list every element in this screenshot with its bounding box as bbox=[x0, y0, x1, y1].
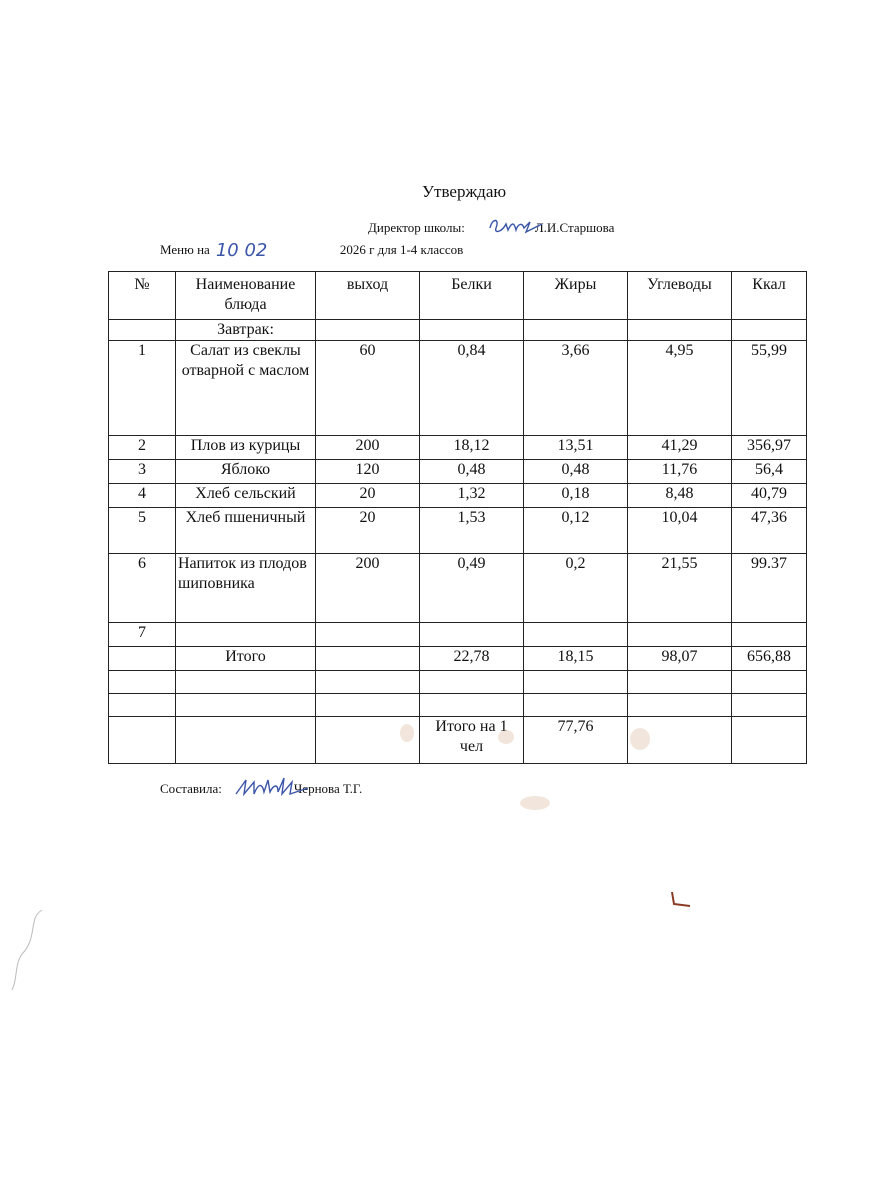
cell-carbs: 8,48 bbox=[628, 484, 732, 508]
cell-protein bbox=[420, 623, 524, 647]
cell-kcal: 40,79 bbox=[732, 484, 807, 508]
col-yield: выход bbox=[316, 272, 420, 320]
section-row bbox=[109, 320, 807, 341]
cell-protein: 1,53 bbox=[420, 508, 524, 554]
total-carbs: 98,07 bbox=[628, 647, 732, 671]
table-row bbox=[109, 623, 807, 647]
cell-protein: 0,48 bbox=[420, 460, 524, 484]
cell-carbs: 10,04 bbox=[628, 508, 732, 554]
menu-label: Меню на bbox=[160, 242, 210, 257]
paper-edge-scratch bbox=[8, 908, 48, 992]
cell-dish-name bbox=[176, 623, 316, 647]
cell-fat: 0,48 bbox=[524, 460, 628, 484]
total-kcal: 656,88 bbox=[732, 647, 807, 671]
table-row bbox=[109, 341, 807, 436]
paper-stain bbox=[520, 796, 550, 810]
col-kcal: Ккал bbox=[732, 272, 807, 320]
director-name: Л.И.Старшова bbox=[534, 220, 615, 235]
cell-carbs: 41,29 bbox=[628, 436, 732, 460]
cell-number: 3 bbox=[109, 460, 176, 484]
table-row bbox=[109, 436, 807, 460]
cell-fat: 3,66 bbox=[524, 341, 628, 436]
table-row bbox=[109, 484, 807, 508]
cell-number: 7 bbox=[109, 623, 176, 647]
empty-row bbox=[109, 671, 807, 694]
composer-signature bbox=[232, 774, 312, 802]
per-person-row bbox=[109, 717, 807, 764]
col-protein: Белки bbox=[420, 272, 524, 320]
cell-kcal: 55,99 bbox=[732, 341, 807, 436]
section-label: Завтрак: bbox=[176, 320, 316, 341]
cell-yield: 200 bbox=[316, 554, 420, 623]
cell-carbs: 21,55 bbox=[628, 554, 732, 623]
cell-kcal bbox=[732, 623, 807, 647]
cell-yield: 200 bbox=[316, 436, 420, 460]
table-row bbox=[109, 554, 807, 623]
menu-period: 2026 г для 1-4 классов bbox=[339, 242, 464, 257]
col-dish-name: Наименование блюда bbox=[176, 272, 316, 320]
cell-protein: 1,32 bbox=[420, 484, 524, 508]
per-person-label: Итого на 1 чел bbox=[420, 717, 524, 764]
cell-yield bbox=[316, 623, 420, 647]
cell-number: 5 bbox=[109, 508, 176, 554]
cell-fat: 13,51 bbox=[524, 436, 628, 460]
col-carbs: Углеводы bbox=[628, 272, 732, 320]
empty-row bbox=[109, 694, 807, 717]
cell-dish-name: Яблоко bbox=[176, 460, 316, 484]
total-fat: 18,15 bbox=[524, 647, 628, 671]
cell-fat bbox=[524, 623, 628, 647]
cell-carbs bbox=[628, 623, 732, 647]
cell-kcal: 47,36 bbox=[732, 508, 807, 554]
composer-label: Составила: bbox=[160, 781, 222, 796]
cell-kcal: 356,97 bbox=[732, 436, 807, 460]
table-row bbox=[109, 508, 807, 554]
cell-yield: 120 bbox=[316, 460, 420, 484]
col-fat: Жиры bbox=[524, 272, 628, 320]
cell-yield: 20 bbox=[316, 508, 420, 554]
paper-mark bbox=[668, 884, 698, 910]
menu-line bbox=[160, 238, 463, 259]
director-signature bbox=[486, 214, 546, 238]
total-label: Итого bbox=[176, 647, 316, 671]
table-header-row bbox=[109, 272, 807, 320]
paper-stain bbox=[630, 728, 650, 750]
cell-protein: 0,84 bbox=[420, 341, 524, 436]
total-row bbox=[109, 647, 807, 671]
cell-kcal: 99.37 bbox=[732, 554, 807, 623]
cell-number: 4 bbox=[109, 484, 176, 508]
total-protein: 22,78 bbox=[420, 647, 524, 671]
cell-dish-name: Хлеб сельский bbox=[176, 484, 316, 508]
col-number: № bbox=[109, 272, 176, 320]
menu-date-handwritten: 10 02 bbox=[215, 240, 268, 261]
table-row bbox=[109, 460, 807, 484]
cell-protein: 0,49 bbox=[420, 554, 524, 623]
cell-dish-name: Салат из свеклы отварной с маслом bbox=[176, 341, 316, 436]
cell-protein: 18,12 bbox=[420, 436, 524, 460]
cell-yield: 60 bbox=[316, 341, 420, 436]
cell-carbs: 4,95 bbox=[628, 341, 732, 436]
cell-fat: 0,12 bbox=[524, 508, 628, 554]
cell-fat: 0,2 bbox=[524, 554, 628, 623]
cell-dish-name: Плов из курицы bbox=[176, 436, 316, 460]
cell-number: 6 bbox=[109, 554, 176, 623]
cell-carbs: 11,76 bbox=[628, 460, 732, 484]
cell-number: 1 bbox=[109, 341, 176, 436]
cell-yield: 20 bbox=[316, 484, 420, 508]
cell-fat: 0,18 bbox=[524, 484, 628, 508]
cell-dish-name: Хлеб пшеничный bbox=[176, 508, 316, 554]
cell-kcal: 56,4 bbox=[732, 460, 807, 484]
menu-table bbox=[108, 271, 807, 764]
director-label: Директор школы: bbox=[368, 220, 465, 235]
cell-dish-name: Напиток из плодов шиповника bbox=[176, 554, 316, 623]
per-person-value: 77,76 bbox=[524, 717, 628, 764]
paper-stain bbox=[498, 730, 514, 744]
approve-heading: Утверждаю bbox=[422, 182, 507, 201]
cell-number: 2 bbox=[109, 436, 176, 460]
composer-name: Чернова Т.Г. bbox=[293, 781, 363, 796]
paper-stain bbox=[400, 724, 414, 742]
